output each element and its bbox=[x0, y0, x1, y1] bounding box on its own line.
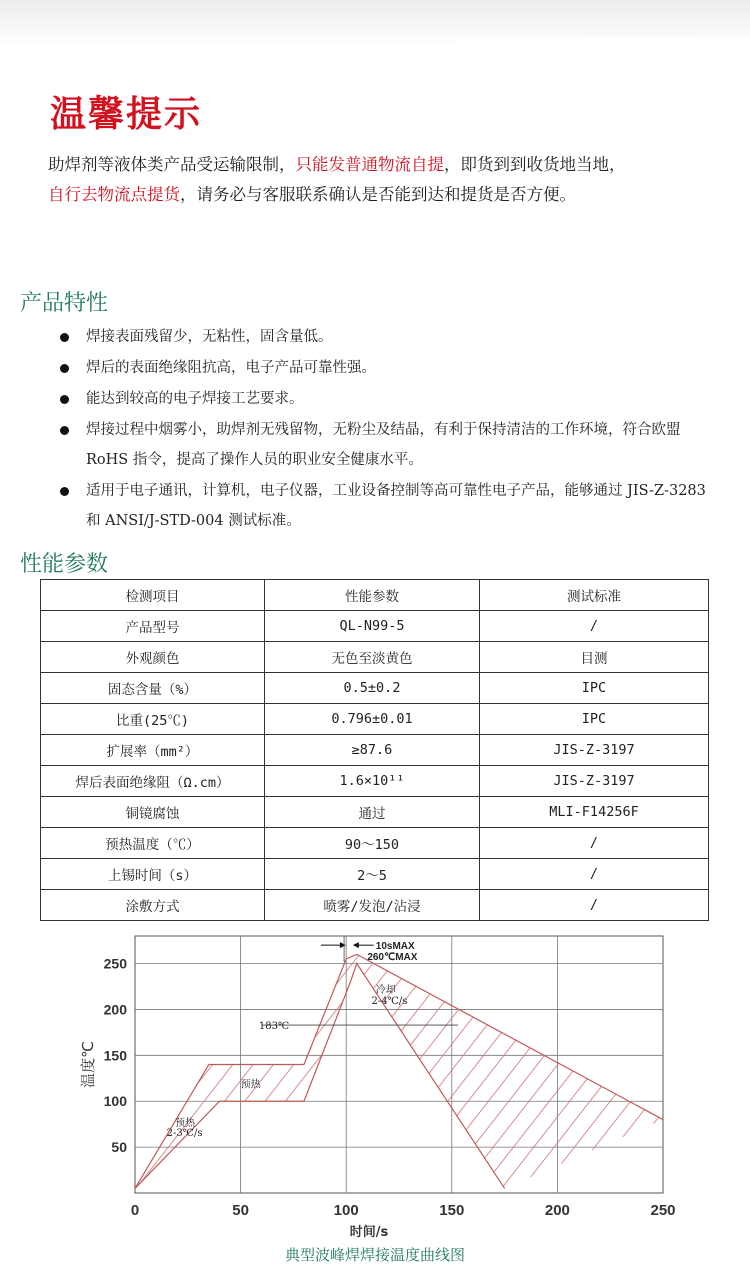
x-tick-label: 250 bbox=[650, 1202, 676, 1219]
feature-item bbox=[60, 415, 710, 475]
notice-line-1-text: 助焊剂等液体类产品受运输限制， bbox=[48, 155, 296, 174]
cell-item: 焊后表面绝缘阻（Ω.cm） bbox=[41, 766, 265, 797]
notice-line-2 bbox=[48, 180, 728, 210]
cell-value: 0.5±0.2 bbox=[265, 673, 480, 704]
cell-value: ≥87.6 bbox=[265, 735, 480, 766]
cell-standard: 目测 bbox=[480, 642, 709, 673]
x-tick-label: 100 bbox=[333, 1202, 359, 1219]
feature-item bbox=[60, 322, 710, 352]
preheat-plateau-label: 预热 bbox=[240, 1079, 261, 1091]
liquidus-label: 183℃ bbox=[258, 1021, 290, 1033]
feature-text: 适用于电子通讯，计算机，电子仪器，工业设备控制等高可靠性电子产品，能够通过 JIS-Z-3283 和 ANSI/J-STD-004 测试标准。 bbox=[86, 483, 706, 529]
notice-line-1 bbox=[48, 150, 728, 180]
cell-item: 比重(25℃) bbox=[41, 704, 265, 735]
cell-standard: JIS-Z-3197 bbox=[480, 735, 709, 766]
table-row bbox=[41, 766, 709, 797]
cell-value: 1.6×10¹¹ bbox=[265, 766, 480, 797]
cell-standard: / bbox=[480, 611, 709, 642]
cell-value: 0.796±0.01 bbox=[265, 704, 480, 735]
cell-item: 铜镜腐蚀 bbox=[41, 797, 265, 828]
cell-value: 喷雾/发泡/沾浸 bbox=[265, 890, 480, 921]
cell-item: 上锡时间（s） bbox=[41, 859, 265, 890]
arrow-left-head-icon bbox=[353, 942, 359, 948]
cell-item: 预热温度（℃） bbox=[41, 828, 265, 859]
cell-value: 通过 bbox=[265, 797, 480, 828]
soldering-temperature-chart bbox=[75, 928, 695, 1240]
preheat-ramp-label: 预热 bbox=[175, 1117, 196, 1129]
notice-title: 温馨提示 bbox=[50, 94, 203, 135]
bullet-icon bbox=[60, 333, 69, 342]
x-tick-label: 0 bbox=[130, 1202, 140, 1219]
cell-standard: MLI-F14256F bbox=[480, 797, 709, 828]
y-tick-label: 50 bbox=[111, 1139, 127, 1156]
header-item: 检测项目 bbox=[41, 580, 265, 611]
cell-value: 无色至淡黄色 bbox=[265, 642, 480, 673]
chart-caption: 典型波峰焊焊接温度曲线图 bbox=[284, 1246, 465, 1264]
table-row bbox=[41, 642, 709, 673]
cell-standard: / bbox=[480, 890, 709, 921]
bullet-icon bbox=[60, 487, 69, 496]
feature-text: 焊接表面残留少，无粘性，固含量低。 bbox=[86, 329, 333, 345]
preheat-rate-label: 2-3℃/s bbox=[166, 1128, 203, 1140]
header-value: 性能参数 bbox=[265, 580, 480, 611]
y-axis-label: 温度℃ bbox=[79, 1041, 97, 1088]
table-row bbox=[41, 859, 709, 890]
cell-value: QL-N99-5 bbox=[265, 611, 480, 642]
cell-item: 外观颜色 bbox=[41, 642, 265, 673]
cell-standard: JIS-Z-3197 bbox=[480, 766, 709, 797]
table-row bbox=[41, 735, 709, 766]
params-table bbox=[40, 579, 709, 921]
table-row bbox=[41, 704, 709, 735]
cell-item: 产品型号 bbox=[41, 611, 265, 642]
y-tick-label: 100 bbox=[103, 1093, 127, 1110]
bullet-icon bbox=[60, 426, 69, 435]
feature-item bbox=[60, 384, 710, 414]
bullet-icon bbox=[60, 364, 69, 373]
x-axis-label: 时间/s bbox=[349, 1225, 389, 1240]
cell-value: 90～150 bbox=[265, 828, 480, 859]
features-title: 产品特性 bbox=[20, 291, 109, 316]
bullet-icon bbox=[60, 395, 69, 404]
temperature-band-fill bbox=[135, 954, 663, 1188]
y-tick-label: 200 bbox=[103, 1001, 127, 1018]
cooling-rate-label: 2-4℃/s bbox=[371, 995, 408, 1007]
table-row bbox=[41, 673, 709, 704]
table-row bbox=[41, 797, 709, 828]
table-row bbox=[41, 890, 709, 921]
cell-item: 固态含量（%） bbox=[41, 673, 265, 704]
header-standard: 测试标准 bbox=[480, 580, 709, 611]
ten-seconds-max-label: 10sMAX bbox=[375, 941, 415, 953]
feature-text: 焊后的表面绝缘阻抗高，电子产品可靠性强。 bbox=[86, 360, 376, 376]
y-tick-label: 250 bbox=[103, 955, 127, 972]
cell-standard: IPC bbox=[480, 673, 709, 704]
x-tick-label: 50 bbox=[232, 1202, 249, 1219]
y-tick-label: 150 bbox=[103, 1047, 127, 1064]
feature-item bbox=[60, 476, 710, 536]
notice-line-1-tail: ，即货到到收货地当地， bbox=[444, 155, 626, 174]
table-row bbox=[41, 828, 709, 859]
cell-item: 扩展率（mm²） bbox=[41, 735, 265, 766]
cell-standard: / bbox=[480, 828, 709, 859]
x-tick-label: 150 bbox=[439, 1202, 465, 1219]
cooling-label: 冷却 bbox=[375, 984, 396, 996]
feature-item bbox=[60, 353, 710, 383]
table-header-row bbox=[41, 580, 709, 611]
notice-text bbox=[48, 150, 728, 210]
cell-standard: IPC bbox=[480, 704, 709, 735]
table-row bbox=[41, 611, 709, 642]
arrow-right-head-icon bbox=[340, 942, 346, 948]
feature-text: 能达到较高的电子焊接工艺要求。 bbox=[86, 391, 304, 407]
peak-temperature-label: 260℃MAX bbox=[367, 952, 418, 964]
x-tick-label: 200 bbox=[544, 1202, 570, 1219]
notice-line-2-text: ，请务必与客服联系确认是否能到达和提货是否方便。 bbox=[180, 185, 576, 204]
cell-value: 2～5 bbox=[265, 859, 480, 890]
params-title: 性能参数 bbox=[20, 552, 109, 577]
features-list bbox=[60, 322, 710, 537]
notice-highlight-logistics: 只能发普通物流自提 bbox=[295, 155, 444, 174]
feature-text: 焊接过程中烟雾小，助焊剂无残留物，无粉尘及结晶，有利于保持清洁的工作环境，符合欧盟 RoHS 指令，提高了操作人员的职业安全健康水平。 bbox=[86, 422, 681, 468]
notice-highlight-pickup: 自行去物流点提货 bbox=[48, 185, 180, 204]
cell-item: 涂敷方式 bbox=[41, 890, 265, 921]
cell-standard: / bbox=[480, 859, 709, 890]
